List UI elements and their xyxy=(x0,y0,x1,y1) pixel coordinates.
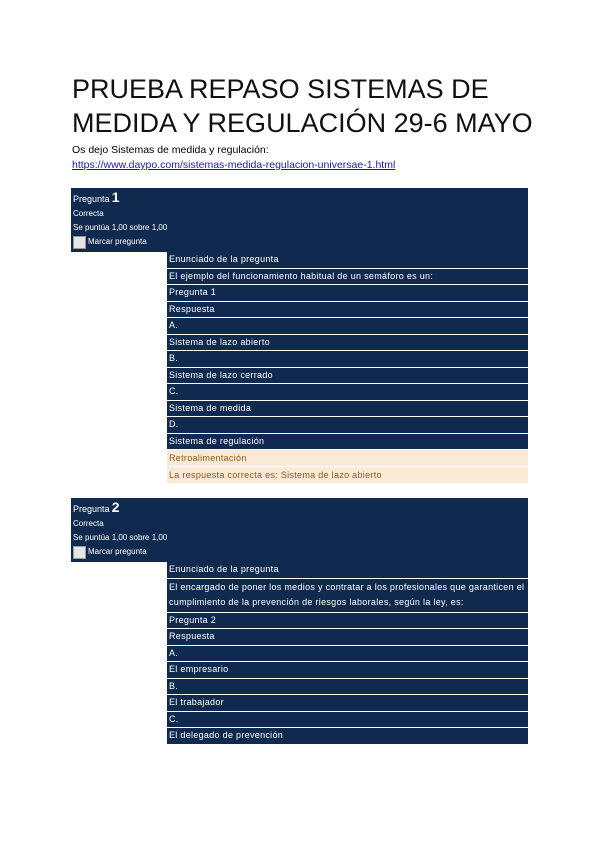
question-block-2 xyxy=(71,498,528,745)
option-text[interactable]: El empresario xyxy=(167,662,528,678)
answer-header: Respuesta xyxy=(167,629,528,645)
question-number: 1 xyxy=(111,189,120,205)
statement-header: Enunciado de la pregunta xyxy=(167,252,528,268)
question-state: Correcta xyxy=(73,209,104,218)
question-score: Se puntúa 1,00 sobre 1,00 xyxy=(73,533,168,542)
question-ref: Pregunta 1 xyxy=(167,285,528,301)
document-title: PRUEBA REPASO SISTEMAS DE MEDIDA Y REGULACIÓN 29-6 MAYO xyxy=(72,74,533,138)
option-text[interactable]: Sistema de regulación xyxy=(167,434,528,450)
intro xyxy=(72,143,395,173)
option-text[interactable]: Sistema de medida xyxy=(167,401,528,417)
flag-label: Marcar pregunta xyxy=(88,547,147,556)
option-letter: C. xyxy=(167,712,528,728)
question-number: 2 xyxy=(111,499,120,515)
option-letter: C. xyxy=(167,384,528,400)
flag-question[interactable] xyxy=(73,545,526,559)
flag-label: Marcar pregunta xyxy=(88,237,147,246)
question-label: Pregunta xyxy=(73,194,110,204)
option-letter: B. xyxy=(167,679,528,695)
flag-checkbox[interactable] xyxy=(73,546,86,559)
question-content xyxy=(167,252,528,483)
intro-text: Os dejo Sistemas de medida y regulación: xyxy=(72,144,269,156)
option-letter: D. xyxy=(167,417,528,433)
option-letter: A. xyxy=(167,318,528,334)
question-state: Correcta xyxy=(73,519,104,528)
statement-text: El encargado de poner los medios y contratar a los profesionales que garanticen el cumplimiento de la prevención de riesgos laborales, según la ley, es: xyxy=(167,579,528,612)
question-info xyxy=(71,498,528,562)
question-block-1 xyxy=(71,188,528,484)
option-text[interactable]: Sistema de lazo abierto xyxy=(167,335,528,351)
flag-checkbox[interactable] xyxy=(73,236,86,249)
feedback-text: La respuesta correcta es: Sistema de lazo abierto xyxy=(167,467,528,483)
question-ref: Pregunta 2 xyxy=(167,613,528,629)
statement-text: El ejemplo del funcionamiento habitual de un semáforo es un: xyxy=(167,269,528,285)
question-label: Pregunta xyxy=(73,504,110,514)
question-info xyxy=(71,188,528,252)
answer-header: Respuesta xyxy=(167,302,528,318)
question-score: Se puntúa 1,00 sobre 1,00 xyxy=(73,223,168,232)
option-text[interactable]: Sistema de lazo cerrado xyxy=(167,368,528,384)
question-content xyxy=(167,562,528,744)
intro-link[interactable]: https://www.daypo.com/sistemas-medida-regulacion-universae-1.html xyxy=(72,159,396,171)
option-text[interactable]: El trabajador xyxy=(167,695,528,711)
option-text[interactable]: El delegado de prevención xyxy=(167,728,528,744)
option-letter: B. xyxy=(167,351,528,367)
feedback-header: Retroalimentación xyxy=(167,450,528,466)
flag-question[interactable] xyxy=(73,235,526,249)
option-letter: A. xyxy=(167,646,528,662)
statement-header: Enunciado de la pregunta xyxy=(167,562,528,578)
